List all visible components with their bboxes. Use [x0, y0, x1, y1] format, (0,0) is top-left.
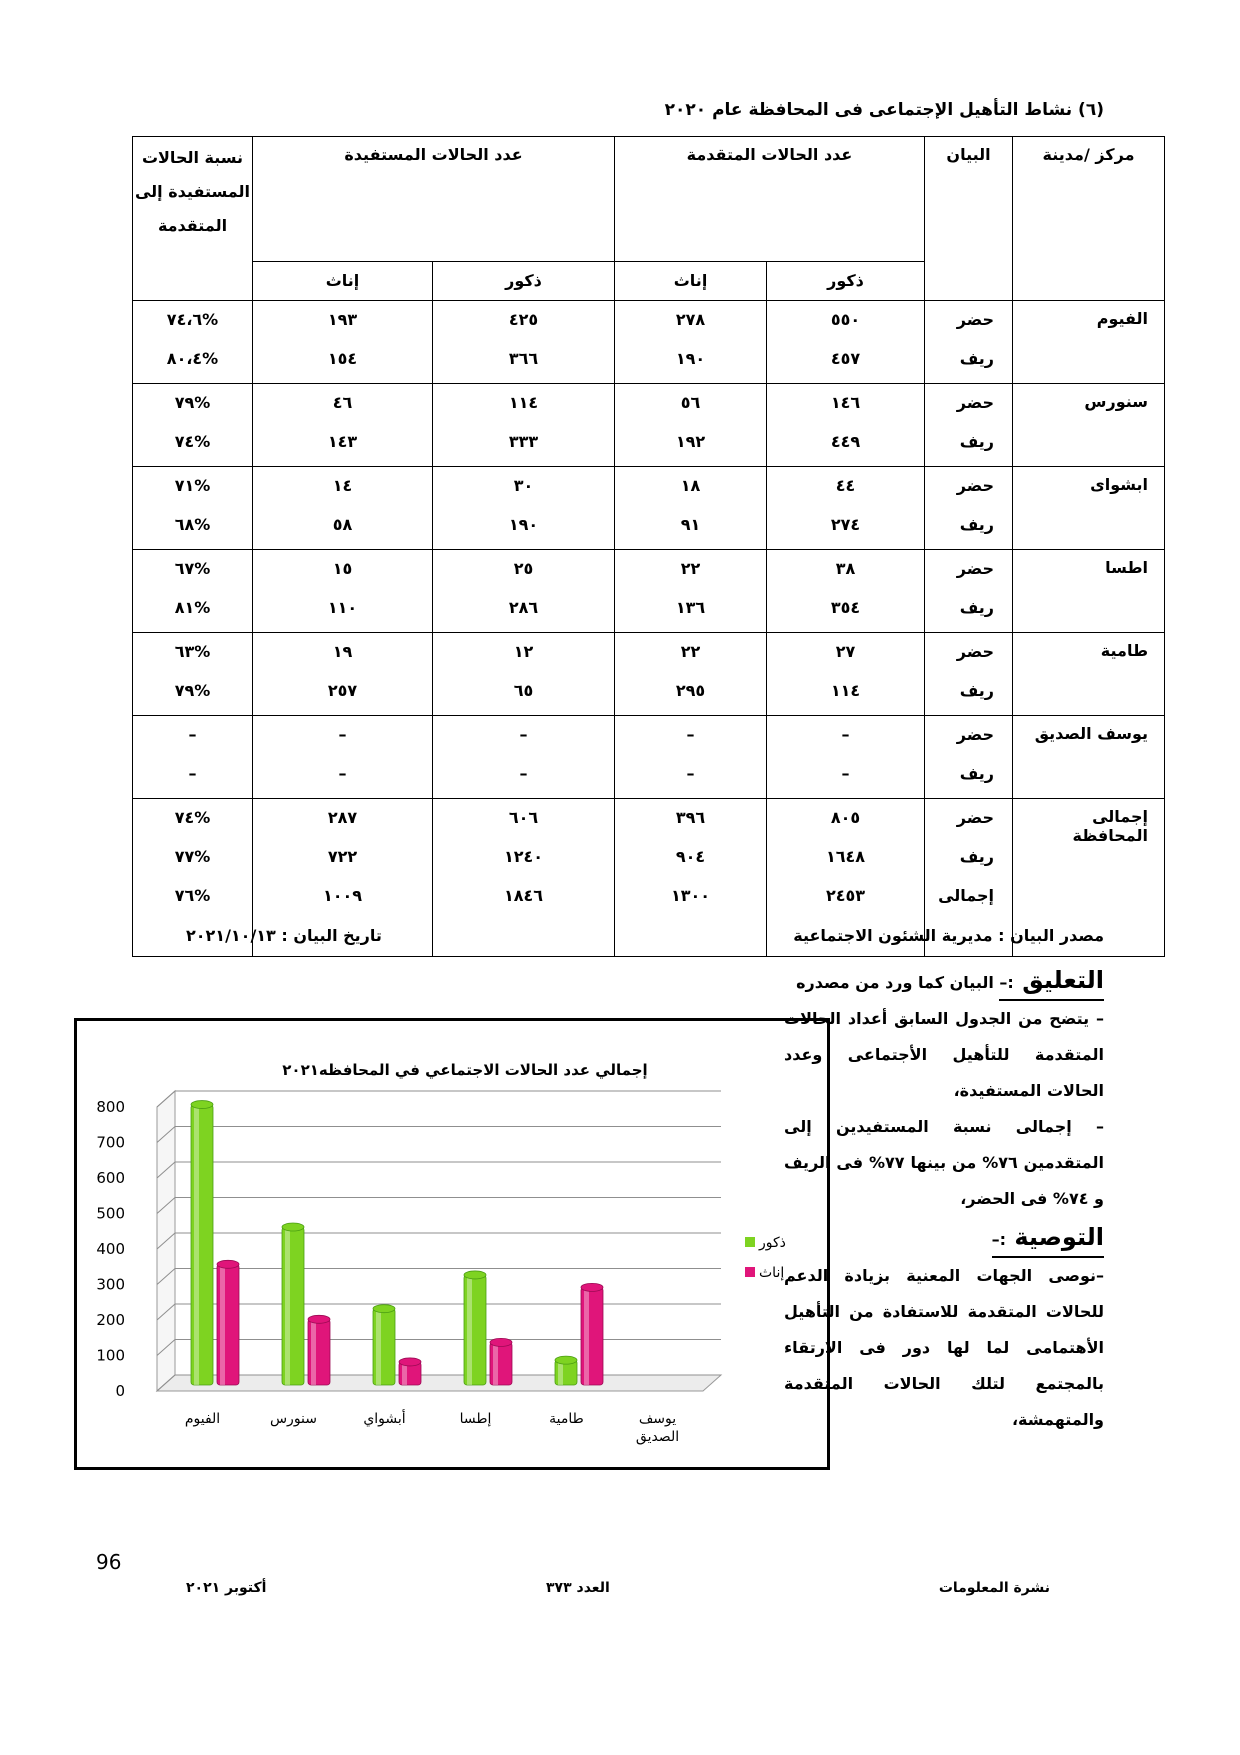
header-center: مركز /مدينة [1013, 137, 1165, 301]
legend-swatch [745, 1237, 755, 1247]
legend-label: إناث [759, 1265, 785, 1281]
cell-city: سنورس [1013, 384, 1165, 467]
cell-app-f [615, 799, 767, 957]
cell-value: ٧٢٢ [327, 847, 358, 866]
gridline [157, 1304, 721, 1320]
area-type-label: إجمالى [938, 886, 995, 905]
cell-value: ٥٦ [680, 393, 701, 412]
x-tick-label: الفيوم [184, 1411, 221, 1427]
area-type-label: ريف [959, 847, 995, 866]
header-ratio-line: المتقدمة [157, 216, 228, 235]
row-spacer [433, 918, 614, 954]
cell-value: – [686, 725, 695, 744]
bar-cap [282, 1223, 304, 1231]
cell-value: %٨٠،٤ [166, 349, 219, 368]
cell-value: ١٨٤٦ [503, 886, 544, 905]
cell-value: ٢٤٥٣ [825, 886, 866, 905]
cell-ben-f [253, 301, 433, 384]
area-type-label: حضر [956, 393, 995, 412]
bar-highlight [376, 1309, 381, 1385]
cell-value: ٣٣٣ [508, 432, 539, 451]
data-source: مصدر البيان : مديرية الشئون الاجتماعية [793, 926, 1104, 945]
bar-cap [308, 1315, 330, 1323]
cell-value: ٣٦٦ [508, 349, 539, 368]
cell-app-m [767, 384, 925, 467]
cell-value: ٣٨ [835, 559, 856, 578]
cell-value: %٦٨ [174, 515, 211, 534]
recommendation-heading-line [784, 1221, 1104, 1258]
area-type-label: حضر [956, 808, 995, 827]
cell-value: %٧٧ [174, 847, 211, 866]
y-tick-label: 0 [115, 1382, 125, 1400]
recommendation-heading-suffix: :– [991, 1230, 1007, 1249]
header-ratio [133, 137, 253, 301]
cell-value: – [686, 764, 695, 783]
bar-highlight [194, 1105, 199, 1385]
footer-issue: العدد ٣٧٣ [546, 1580, 610, 1596]
cell-value: ١٩٢ [675, 432, 706, 451]
y-tick-label: 600 [96, 1169, 125, 1187]
comment-heading-suffix: :– [999, 973, 1014, 992]
cell-city: الفيوم [1013, 301, 1165, 384]
table-row-group [133, 301, 1165, 384]
bar-cap [191, 1101, 213, 1109]
header-beneficiary-females: إناث [253, 262, 433, 301]
cell-value: ٥٥٠ [830, 310, 861, 329]
cell-ben-m [433, 716, 615, 799]
cell-value: ٥٨ [332, 515, 353, 534]
header-ratio-line: نسبة الحالات [141, 148, 244, 167]
cell-value: ١٦٤٨ [825, 847, 866, 866]
area-type-label: ريف [959, 681, 995, 700]
y-tick-label: 300 [96, 1275, 125, 1294]
cell-ben-m [433, 633, 615, 716]
cell-app-f [615, 550, 767, 633]
cell-value: ٤٢٥ [508, 310, 539, 329]
y-tick-label: 700 [96, 1133, 125, 1152]
chart-floor [157, 1375, 721, 1391]
gridline [157, 1269, 721, 1285]
cell-ben-m [433, 467, 615, 550]
cell-value: – [188, 764, 197, 783]
cell-value: ٤٤٩ [830, 432, 861, 451]
cell-city: إجمالى المحافظة [1013, 799, 1165, 957]
comment-paragraph: – إجمالى نسبة المستفيدين إلى المتقدمين ٧٦% من بينها ٧٧% فى الريف و ٧٤% فى الحضر، [784, 1117, 1105, 1208]
cell-value: ١١٠ [327, 598, 358, 617]
cell-value: – [841, 725, 850, 744]
cell-value: ٦٠٦ [508, 808, 539, 827]
cell-app-m [767, 633, 925, 716]
cell-value: ١٤ [332, 476, 353, 495]
area-type-label: حضر [956, 310, 995, 329]
cell-value: ١٢٤٠ [503, 847, 544, 866]
gridline [157, 1340, 721, 1356]
cell-area-type [925, 467, 1013, 550]
cell-area-type [925, 716, 1013, 799]
cell-app-f [615, 716, 767, 799]
cell-ratio [133, 384, 253, 467]
cell-value: ١٣٠٠ [670, 886, 711, 905]
area-type-label: حضر [956, 559, 995, 578]
cell-value: ١٤٣ [327, 432, 358, 451]
cell-city: ابشواى [1013, 467, 1165, 550]
cell-app-f [615, 301, 767, 384]
gridline [157, 1198, 721, 1214]
cell-value: %٧٩ [174, 681, 211, 700]
legend-label: ذكور [759, 1235, 786, 1251]
row-spacer [615, 918, 766, 954]
bar-cap [490, 1338, 512, 1346]
cell-ben-m [433, 799, 615, 957]
x-tick-label: طامية [549, 1411, 584, 1427]
page-number: 96 [96, 1550, 122, 1574]
cell-value: ١٠٠٩ [322, 886, 363, 905]
cell-value: %٦٧ [174, 559, 211, 578]
rehab-table [132, 136, 1165, 957]
comment-inline: البيان كما ورد من مصدره [796, 973, 994, 992]
cell-value: ٢٥٧ [327, 681, 358, 700]
cell-ben-f [253, 384, 433, 467]
y-tick-label: 200 [96, 1311, 125, 1329]
recommendation-paragraph: –نوصى الجهات المعنية بزيادة الدعم للحالات المتقدمة للاستفادة من التأهيل الأهتمامى لما لها دور فى الارتقاء بالمجتمع لتلك الحالات المتقدمة والمتهمشة، [784, 1266, 1104, 1429]
area-type-label: حضر [956, 725, 995, 744]
cell-value: ٩٠٤ [675, 847, 706, 866]
cell-value: – [519, 764, 528, 783]
cell-value: ٢٢ [680, 642, 701, 661]
cell-value: %٨١ [174, 598, 211, 617]
table-row-group [133, 550, 1165, 633]
gridline [157, 1091, 721, 1107]
cell-ratio [133, 633, 253, 716]
cell-area-type [925, 384, 1013, 467]
comment-paragraph: – يتضح من الجدول السابق أعداد الحالات المتقدمة للتأهيل الأجتماعى وعدد الحالات المستفيدة، [784, 1009, 1104, 1100]
cell-value: – [188, 725, 197, 744]
cell-value: ١٨ [680, 476, 701, 495]
cell-value: ٨٠٥ [830, 808, 861, 827]
cell-value: ١٩٠ [508, 515, 539, 534]
bar-cap [555, 1356, 577, 1364]
chart-title: إجمالي عدد الحالات الاجتماعي في المحافظه٢٠٢١ [282, 1061, 648, 1079]
area-type-label: ريف [959, 432, 995, 451]
cell-ben-m [433, 550, 615, 633]
legend-swatch [745, 1267, 755, 1277]
cell-value: ٢٧ [835, 642, 856, 661]
header-statement: البيان [925, 137, 1013, 301]
y-tick-label: 800 [96, 1098, 125, 1116]
data-date: تاريخ البيان : ٢٠٢١/١٠/١٣ [186, 926, 382, 945]
area-type-label: ريف [959, 764, 995, 783]
cell-value: ٣٥٤ [830, 598, 861, 617]
bar-highlight [584, 1287, 589, 1385]
cell-value: ١٩٠ [675, 349, 706, 368]
area-type-label: ريف [959, 349, 995, 368]
cell-value: ١٣٦ [675, 598, 706, 617]
cell-value: ١٩ [332, 642, 353, 661]
header-beneficiary-males: ذكور [433, 262, 615, 301]
bar-highlight [493, 1342, 498, 1385]
cell-ratio [133, 301, 253, 384]
cell-ben-f [253, 467, 433, 550]
bar-highlight [220, 1264, 225, 1385]
area-type-label: ريف [959, 515, 995, 534]
chart-frame [74, 1018, 830, 1470]
x-tick-label: سنورس [269, 1411, 318, 1427]
bar-cap [373, 1305, 395, 1313]
cell-app-m [767, 301, 925, 384]
area-type-label: حضر [956, 476, 995, 495]
cell-app-f [615, 384, 767, 467]
table-row-group [133, 716, 1165, 799]
cell-value: %٧٤،٦ [166, 310, 219, 329]
cell-ben-f [253, 550, 433, 633]
cell-value: ٢٧٨ [675, 310, 706, 329]
cell-ben-m [433, 384, 615, 467]
comment-heading-line [784, 964, 1104, 1001]
cell-app-m [767, 716, 925, 799]
bar-highlight [311, 1319, 316, 1385]
cell-app-f [615, 633, 767, 716]
cell-ben-m [433, 301, 615, 384]
cell-ratio [133, 467, 253, 550]
area-type-label: حضر [956, 642, 995, 661]
area-type-label: ريف [959, 598, 995, 617]
bar-cap [581, 1283, 603, 1291]
header-ratio-line: المستفيدة إلى [134, 182, 250, 201]
cell-value: ٢٧٤ [830, 515, 861, 534]
bar-highlight [285, 1227, 290, 1385]
gridline [157, 1127, 721, 1143]
cell-value: %٧٩ [174, 393, 211, 412]
header-applied-males: ذكور [767, 262, 925, 301]
cell-area-type [925, 550, 1013, 633]
x-tick-label: أبشواي [363, 1411, 406, 1427]
cell-ratio [133, 716, 253, 799]
gridline [157, 1233, 721, 1249]
y-tick-label: 400 [96, 1240, 125, 1258]
cell-value: ٤٤ [835, 476, 856, 495]
cell-ben-f [253, 716, 433, 799]
cell-value: – [841, 764, 850, 783]
footer-date: أكتوبر ٢٠٢١ [186, 1580, 267, 1596]
comment-heading-text: التعليق [1022, 966, 1104, 994]
cell-value: ١٥ [332, 559, 353, 578]
recommendation-heading-text: التوصية [1014, 1223, 1104, 1251]
cell-value: ٤٦ [332, 393, 353, 412]
recommendation-heading [992, 1221, 1104, 1258]
cell-value: ١١٤ [830, 681, 861, 700]
cell-value: ٢٨٧ [327, 808, 358, 827]
cell-value: ٢٢ [680, 559, 701, 578]
bar-cap [399, 1358, 421, 1366]
header-applied: عدد الحالات المتقدمة [615, 137, 925, 262]
cell-app-m [767, 550, 925, 633]
cell-value: – [338, 764, 347, 783]
cell-value: %٧٦ [174, 886, 211, 905]
cell-value: ١٥٤ [327, 349, 358, 368]
table-row-group [133, 633, 1165, 716]
header-applied-females: إناث [615, 262, 767, 301]
cell-value: ٤٥٧ [830, 349, 861, 368]
cell-ratio [133, 550, 253, 633]
cell-value: %٧٤ [174, 808, 211, 827]
cell-value: ٢٨٦ [508, 598, 539, 617]
cell-app-f [615, 467, 767, 550]
cell-city: اطسا [1013, 550, 1165, 633]
cell-value: ٩١ [680, 515, 701, 534]
bar-chart [77, 1021, 827, 1467]
cell-value: %٦٣ [174, 642, 211, 661]
cell-area-type [925, 633, 1013, 716]
cell-value: ٦٥ [513, 681, 534, 700]
bar-cap [464, 1271, 486, 1279]
cell-value: ٢٩٥ [675, 681, 706, 700]
cell-value: ١١٤ [508, 393, 539, 412]
x-tick-label: يوسف [638, 1411, 677, 1427]
cell-value: ١٩٣ [327, 310, 358, 329]
cell-city: يوسف الصديق [1013, 716, 1165, 799]
table-row-group [133, 467, 1165, 550]
x-tick-label: إطسا [459, 1411, 492, 1427]
bar-highlight [467, 1275, 472, 1385]
cell-value: ٣٩٦ [675, 808, 706, 827]
cell-value: – [338, 725, 347, 744]
y-tick-label: 100 [96, 1346, 125, 1365]
cell-value: ٣٠ [513, 476, 534, 495]
cell-value: %٧٤ [174, 432, 211, 451]
cell-value: – [519, 725, 528, 744]
table-row-group [133, 384, 1165, 467]
header-beneficiary: عدد الحالات المستفيدة [253, 137, 615, 262]
cell-city: طامية [1013, 633, 1165, 716]
comment-heading [999, 964, 1104, 1001]
gridline [157, 1162, 721, 1178]
cell-value: ١٢ [513, 642, 534, 661]
page-title: (٦) نشاط التأهيل الإجتماعى فى المحافظة عام ٢٠٢٠ [664, 100, 1104, 120]
bar-cap [217, 1260, 239, 1268]
x-tick-label: الصديق [635, 1429, 680, 1445]
cell-value: ٢٥ [513, 559, 534, 578]
y-tick-label: 500 [96, 1204, 125, 1223]
cell-value: ١٤٦ [830, 393, 861, 412]
cell-app-m [767, 467, 925, 550]
cell-ben-f [253, 633, 433, 716]
cell-value: %٧١ [174, 476, 211, 495]
footer-publication: نشرة المعلومات [938, 1580, 1050, 1596]
comment-section [784, 964, 1104, 1438]
cell-area-type [925, 301, 1013, 384]
